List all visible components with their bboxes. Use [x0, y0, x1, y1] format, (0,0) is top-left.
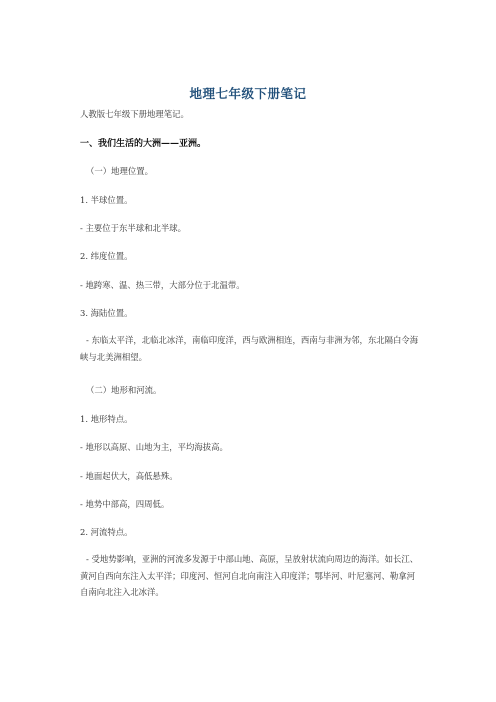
list-item-heading: 3. 海陆位置。 — [80, 308, 133, 318]
list-item-heading: 2. 纬度位置。 — [80, 251, 133, 261]
list-item-text: - 地面起伏大，高低悬殊。 — [80, 471, 178, 481]
list-item-text: - 地势中部高，四周低。 — [80, 499, 170, 509]
section-heading: 一、我们生活的大洲——亚洲。 — [80, 139, 207, 149]
intro-text: 人教版七年级下册地理笔记。 — [80, 109, 189, 119]
list-item-heading: 1. 半球位置。 — [80, 195, 133, 205]
document-title: 地理七年级下册笔记 — [189, 86, 307, 101]
list-item-text: - 主要位于东半球和北半球。 — [80, 223, 186, 233]
subsection-heading: （二）地形和河流。 — [86, 385, 162, 395]
paragraph: - 东临太平洋，北临北冰洋，南临印度洋，西与欧洲相连，西南与非洲为邻，东北隔白令海峡与北美洲相望。 — [80, 335, 419, 362]
list-item-heading: 1. 地形特点。 — [80, 414, 133, 424]
paragraph: - 受地势影响，亚洲的河流多发源于中部山地、高原，呈放射状流向周边的海洋。如长江、黄河自西向东注入太平洋；印度河、恒河自北向南注入印度洋；鄂毕河、叶尼塞河、勒拿河自南向北注入北冰洋。 — [80, 554, 419, 597]
list-item-text: - 地形以高原、山地为主，平均海拔高。 — [80, 442, 228, 452]
subsection-heading: （一）地理位置。 — [86, 166, 153, 176]
list-item-heading: 2. 河流特点。 — [80, 527, 133, 537]
list-item-text: - 地跨寒、温、热三带，大部分位于北温带。 — [80, 280, 245, 290]
